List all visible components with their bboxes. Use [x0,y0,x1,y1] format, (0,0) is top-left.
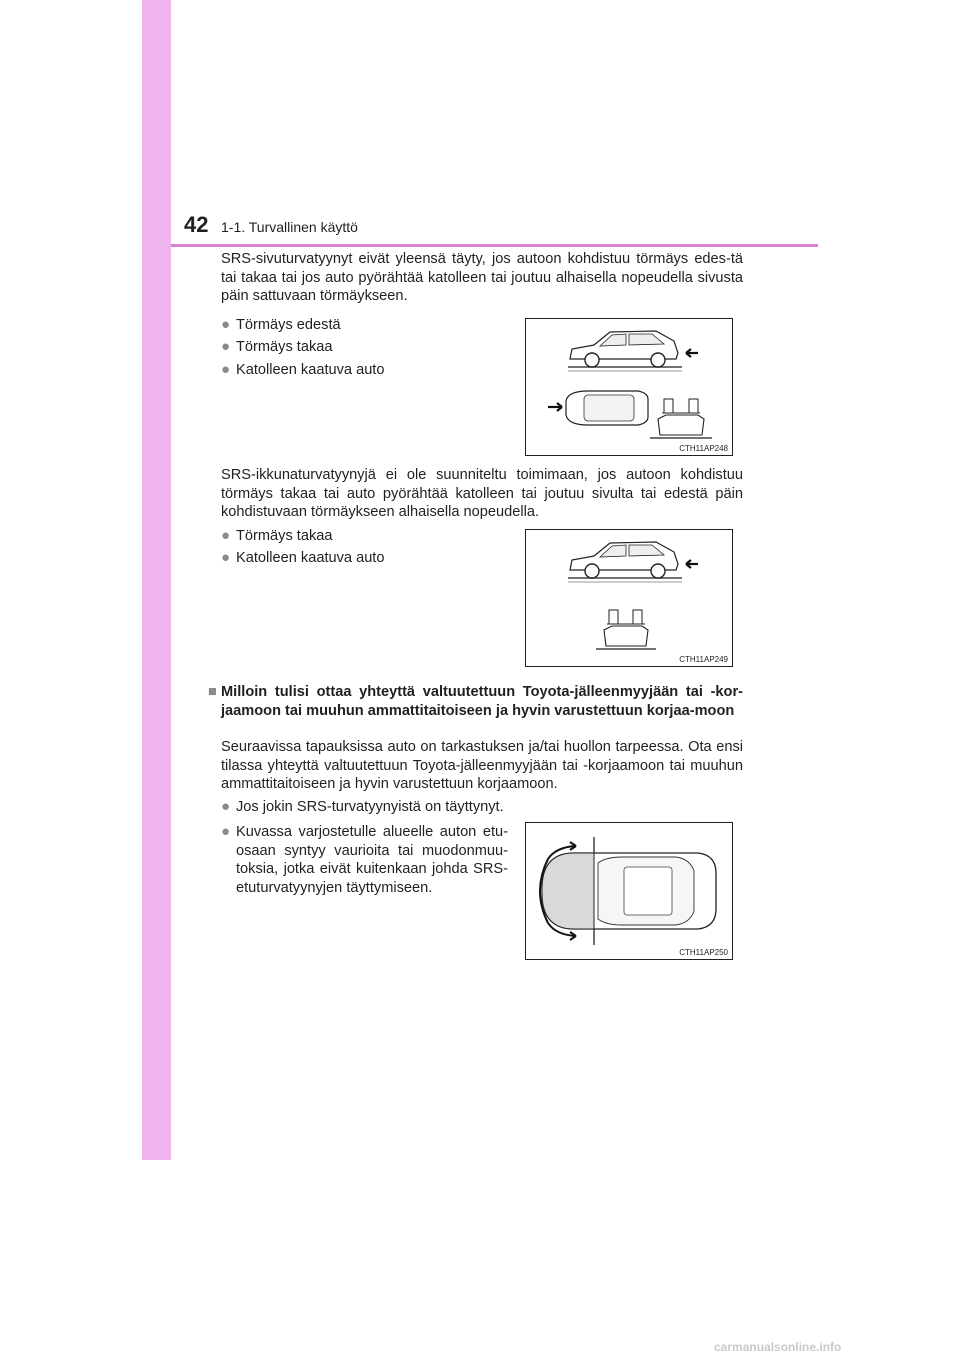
list-item: ● Törmäys takaa [221,527,333,544]
bullet-icon: ● [221,549,231,566]
bullet-icon: ● [221,823,231,840]
list-item: ● Törmäys edestä [221,316,341,333]
bullet-icon: ● [221,338,231,355]
bullet-icon: ● [221,527,231,544]
figure-code: CTH11AP249 [679,655,728,664]
section-title: 1-1. Turvallinen käyttö [221,219,358,235]
figure-code: CTH11AP248 [679,444,728,453]
paragraph-inspection: Seuraavissa tapauksissa auto on tarkastuksen ja/tai huollon tarpeessa. Ota ensi tilassa yhteyttä valtuutettuun Toyota-jälleenmyyjään tai -korjaamoon tai muuhun ammattitaitoiseen ja hyvin varustettuun korjaamoon. [221,739,743,792]
paragraph-curtain-airbags: SRS-ikkunaturvatyynyjä ei ole suunniteltu toimimaan, jos autoon kohdistuu törmäys takaa tai auto pyörähtää katolleen tai joutuu sivulta tai edestä päin kohdistuvaan törmäykseen alhaisella nopeudella. [221,467,743,520]
bullet-icon: ● [221,361,231,378]
watermark: carmanualsonline.info [714,1340,842,1354]
car-collision-illustration [526,319,732,455]
figure-front-damage-area [525,822,733,960]
bullet-icon: ● [221,798,231,815]
subheading: ■ Milloin tulisi ottaa yhteyttä valtuutettuun Toyota-jälleenmyyjään tai -kor-jaamoon tai muuhun ammattitaitoiseen ja hyvin varustettuun korjaa-moon [208,684,743,719]
bullet-icon: ● [221,316,231,333]
list-item: ● Kuvassa varjostetulle alueelle auton etu-osaan syntyy vaurioita tai muodonmuu-toksia, jotka eivät kuitenkaan johda SRS-etuturvatyynyjen täyttymiseen. [221,823,508,896]
square-marker-icon: ■ [208,684,217,700]
paragraph-side-airbags: SRS-sivuturvatyynyt eivät yleensä täyty, jos autoon kohdistuu törmäys edes-tä tai takaa tai jos auto pyörähtää katolleen tai joutuu alhaisella nopeudella sivusta päin sattuvaan törmäykseen. [221,251,743,304]
figure-code: CTH11AP250 [679,948,728,957]
side-tab [142,0,171,1160]
car-collision-illustration [526,530,732,666]
figure-collision-types-2 [525,529,733,667]
list-item: ● Törmäys takaa [221,338,333,355]
car-top-view-illustration [526,823,732,959]
figure-collision-types-1 [525,318,733,456]
list-item: ● Katolleen kaatuva auto [221,549,385,566]
list-item: ● Jos jokin SRS-turvatyynyistä on täyttynyt. [221,798,504,815]
list-item: ● Katolleen kaatuva auto [221,361,385,378]
page-number: 42 [184,212,209,237]
header-rule [171,244,818,247]
